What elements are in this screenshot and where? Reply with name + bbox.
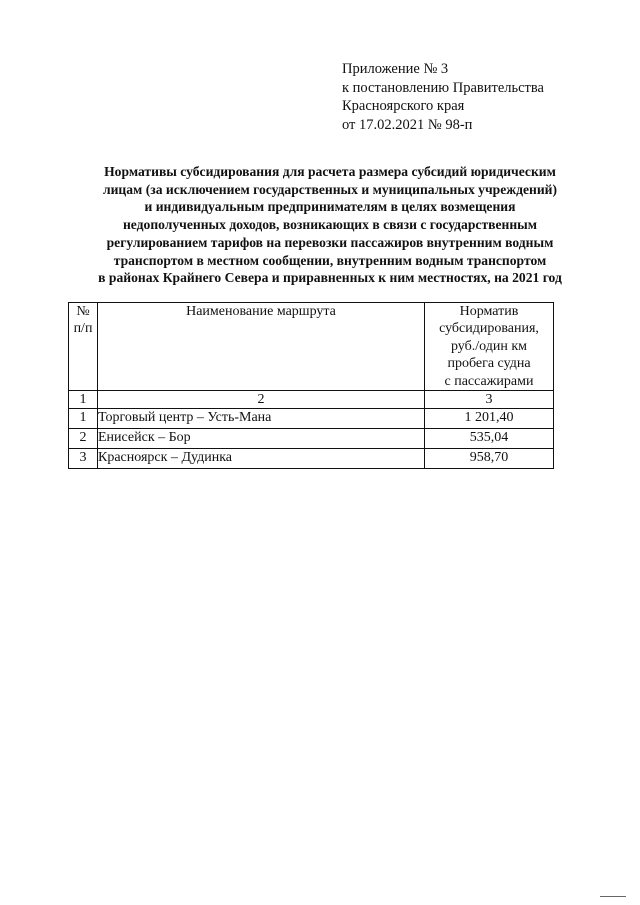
title-line: транспортом в местном сообщении, внутренним водным транспортом [113,252,547,268]
column-number: 2 [98,391,425,409]
header-norm-line: Норматив [459,304,519,319]
title-line: Нормативы субсидирования для расчета размера субсидий юридическим [104,164,556,179]
column-number-row [69,391,554,409]
row-number: 2 [69,429,98,449]
title-line: лицам (за исключением государственных и муниципальных учреждений) [102,181,558,197]
row-number: 3 [69,449,98,469]
route-name: Торговый центр – Усть-Мана [98,409,425,429]
title-line: и индивидуальным предпринимателям в целях возмещения [144,199,516,215]
title-line: регулированием тарифов на перевозки пассажиров внутренним водным [106,234,554,250]
title-line: в районах Крайнего Севера и приравненных к ним местностях, на 2021 год [98,270,562,286]
header-number [69,303,98,391]
column-number: 3 [425,391,554,409]
appendix-block [342,60,622,134]
header-number-line: п/п [73,321,93,337]
header-norm-line: пробега судна [447,356,531,372]
table-row [69,429,554,449]
header-norm-line: с пассажирами [444,373,534,389]
header-number-line: № [76,304,90,319]
scan-edge-mark [600,896,626,897]
header-norm [425,303,554,391]
norm-value: 1 201,40 [425,409,554,429]
norm-value: 535,04 [425,429,554,449]
route-name: Красноярск – Дудинка [98,449,425,469]
norm-value: 958,70 [425,449,554,469]
table-row [69,449,554,469]
table-header-row [69,303,554,391]
route-name: Енисейск – Бор [98,429,425,449]
header-route-label: Наименование маршрута [186,304,336,319]
table-row [69,409,554,429]
column-number: 1 [69,391,98,409]
document-title [60,163,600,287]
appendix-number: Приложение № 3 [342,61,449,77]
title-line: недополученных доходов, возникающих в связи с государственным [122,217,538,233]
header-norm-line: руб./один км [450,338,527,354]
appendix-date: от 17.02.2021 № 98-п [342,116,473,133]
appendix-resolution: к постановлению Правительства [342,79,544,96]
appendix-region: Красноярского края [342,98,465,114]
norms-table [68,302,554,469]
header-norm-line: субсидирования, [439,321,539,337]
header-route-name [98,303,425,391]
row-number: 1 [69,409,98,429]
